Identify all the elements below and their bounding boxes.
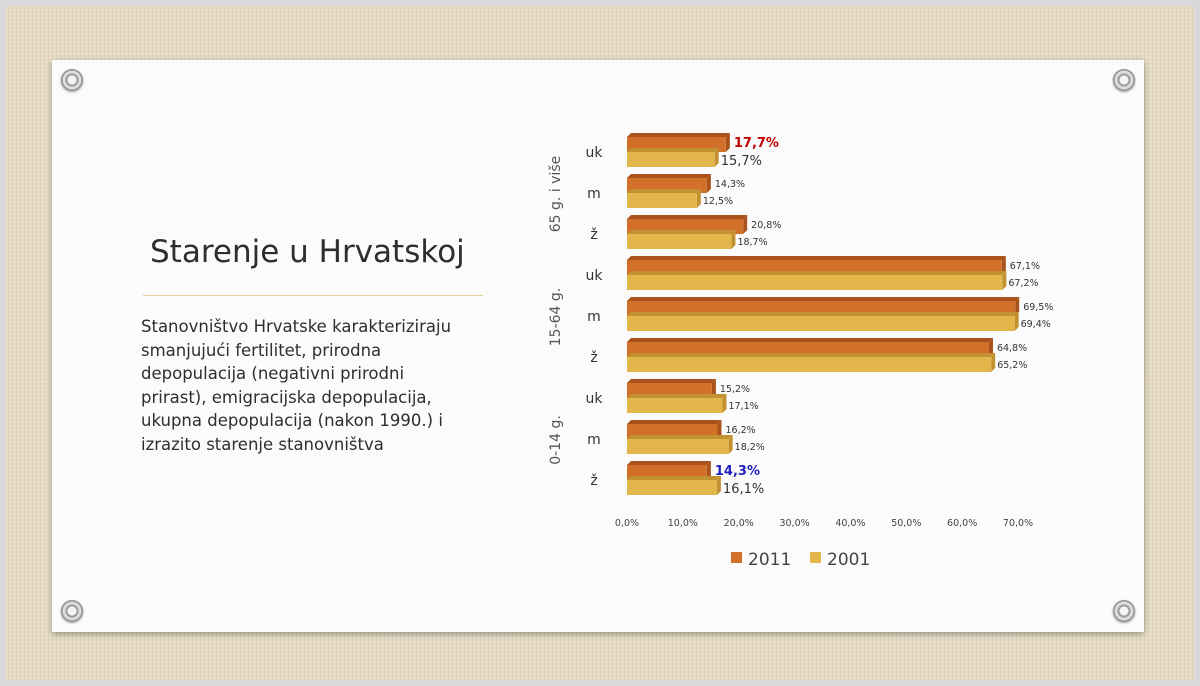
bar-2001 (627, 148, 719, 167)
category-label: m (587, 309, 601, 325)
body-line: depopulacija (negativni prirodni (141, 364, 405, 384)
legend-swatch-2001 (810, 552, 821, 563)
category-label: ž (590, 227, 598, 243)
data-label-2001: 12,5% (702, 196, 734, 207)
body-line: ukupna depopulacija (nakon 1990.) i (141, 411, 443, 431)
legend-label-2001: 2001 (827, 550, 871, 570)
data-label-2011: 16,2% (725, 425, 756, 436)
category-label: uk (585, 391, 603, 407)
data-label-2001: 65,2% (997, 360, 1028, 371)
bar-2001-top (627, 189, 701, 193)
category-label: ž (590, 350, 598, 366)
x-tick-label: 60,0% (947, 518, 978, 529)
category-label: uk (585, 145, 603, 161)
data-label-2011: 69,5% (1023, 302, 1054, 313)
bar-2001 (627, 312, 1019, 331)
bar-2001 (627, 230, 735, 249)
legend-label-2011: 2011 (748, 550, 792, 570)
data-label-2001: 17,1% (728, 401, 759, 412)
data-label-2011: 14,3% (714, 179, 746, 190)
bar-2001-front (627, 234, 731, 249)
bar-2011-top (627, 215, 747, 219)
bar-2011-top (627, 174, 711, 178)
category-label: m (587, 186, 601, 202)
bar-2011-top (627, 338, 993, 342)
body-line: izrazito starenje stanovništva (141, 434, 384, 454)
x-tick-label: 10,0% (667, 518, 698, 529)
bar-2011-top (627, 461, 711, 465)
bar-2001 (627, 476, 721, 495)
bar-2001 (627, 189, 701, 208)
data-label-2001: 18,2% (734, 442, 765, 453)
category-label: m (587, 432, 601, 448)
data-label-2001: 18,7% (737, 237, 768, 248)
data-label-2001: 69,4% (1020, 319, 1051, 330)
bar-2001-top (627, 230, 735, 234)
data-label-2011: 67,1% (1009, 261, 1040, 272)
bar-2001 (627, 271, 1006, 290)
bar-2001-front (627, 398, 723, 413)
category-label: ž (590, 473, 598, 489)
bar-2001-top (627, 394, 727, 398)
data-label-2011: 20,8% (751, 220, 782, 231)
bar-2001 (627, 353, 995, 372)
bar-2001-front (627, 275, 1002, 290)
data-label-2001: 15,7% (720, 154, 763, 169)
bar-2001-front (627, 357, 991, 372)
slide-title: Starenje u Hrvatskoj (150, 234, 465, 270)
category-label: uk (585, 268, 603, 284)
data-label-2011: 17,7% (733, 136, 779, 151)
bar-2001-top (627, 312, 1019, 316)
body-line: smanjujući fertilitet, prirodna (141, 340, 382, 360)
bar-2001-front (627, 193, 697, 208)
bar-2001-front (627, 316, 1015, 331)
bar-2011-top (627, 297, 1019, 301)
bar-2001-front (627, 439, 729, 454)
bar-2001-top (627, 271, 1006, 275)
body-line: Stanovništvo Hrvatske karakteriziraju (141, 317, 452, 336)
bar-2001-top (627, 148, 719, 152)
group-label: 65 g. i više (548, 155, 564, 233)
x-tick-label: 50,0% (891, 518, 922, 529)
data-label-2001: 67,2% (1008, 278, 1039, 289)
group-label: 15-64 g. (548, 287, 564, 347)
bar-2011-top (627, 420, 721, 424)
bar-2001-front (627, 480, 717, 495)
bar-2001-front (627, 152, 715, 167)
x-tick-label: 40,0% (835, 518, 866, 529)
group-label: 0-14 g. (548, 415, 564, 465)
data-label-2011: 64,8% (996, 343, 1028, 354)
x-tick-label: 70,0% (1002, 518, 1034, 529)
body-line: prirast), emigracijska depopulacija, (141, 387, 432, 407)
legend-swatch-2011 (731, 552, 742, 563)
data-label-2001: 16,1% (722, 482, 765, 497)
bar-2001-top (627, 435, 733, 439)
x-tick-label: 20,0% (723, 518, 754, 529)
x-tick-label: 30,0% (779, 518, 810, 529)
bar-2011-top (627, 256, 1006, 260)
bar-2001 (627, 394, 727, 413)
bar-2001-top (627, 476, 721, 480)
bar-2011-top (627, 379, 716, 383)
bar-2001-top (627, 353, 995, 357)
data-label-2011: 15,2% (719, 384, 751, 395)
bar-2001 (627, 435, 733, 454)
bar-2011-top (627, 133, 730, 137)
x-tick-label: 0,0% (614, 518, 640, 529)
data-label-2011: 14,3% (714, 464, 760, 479)
